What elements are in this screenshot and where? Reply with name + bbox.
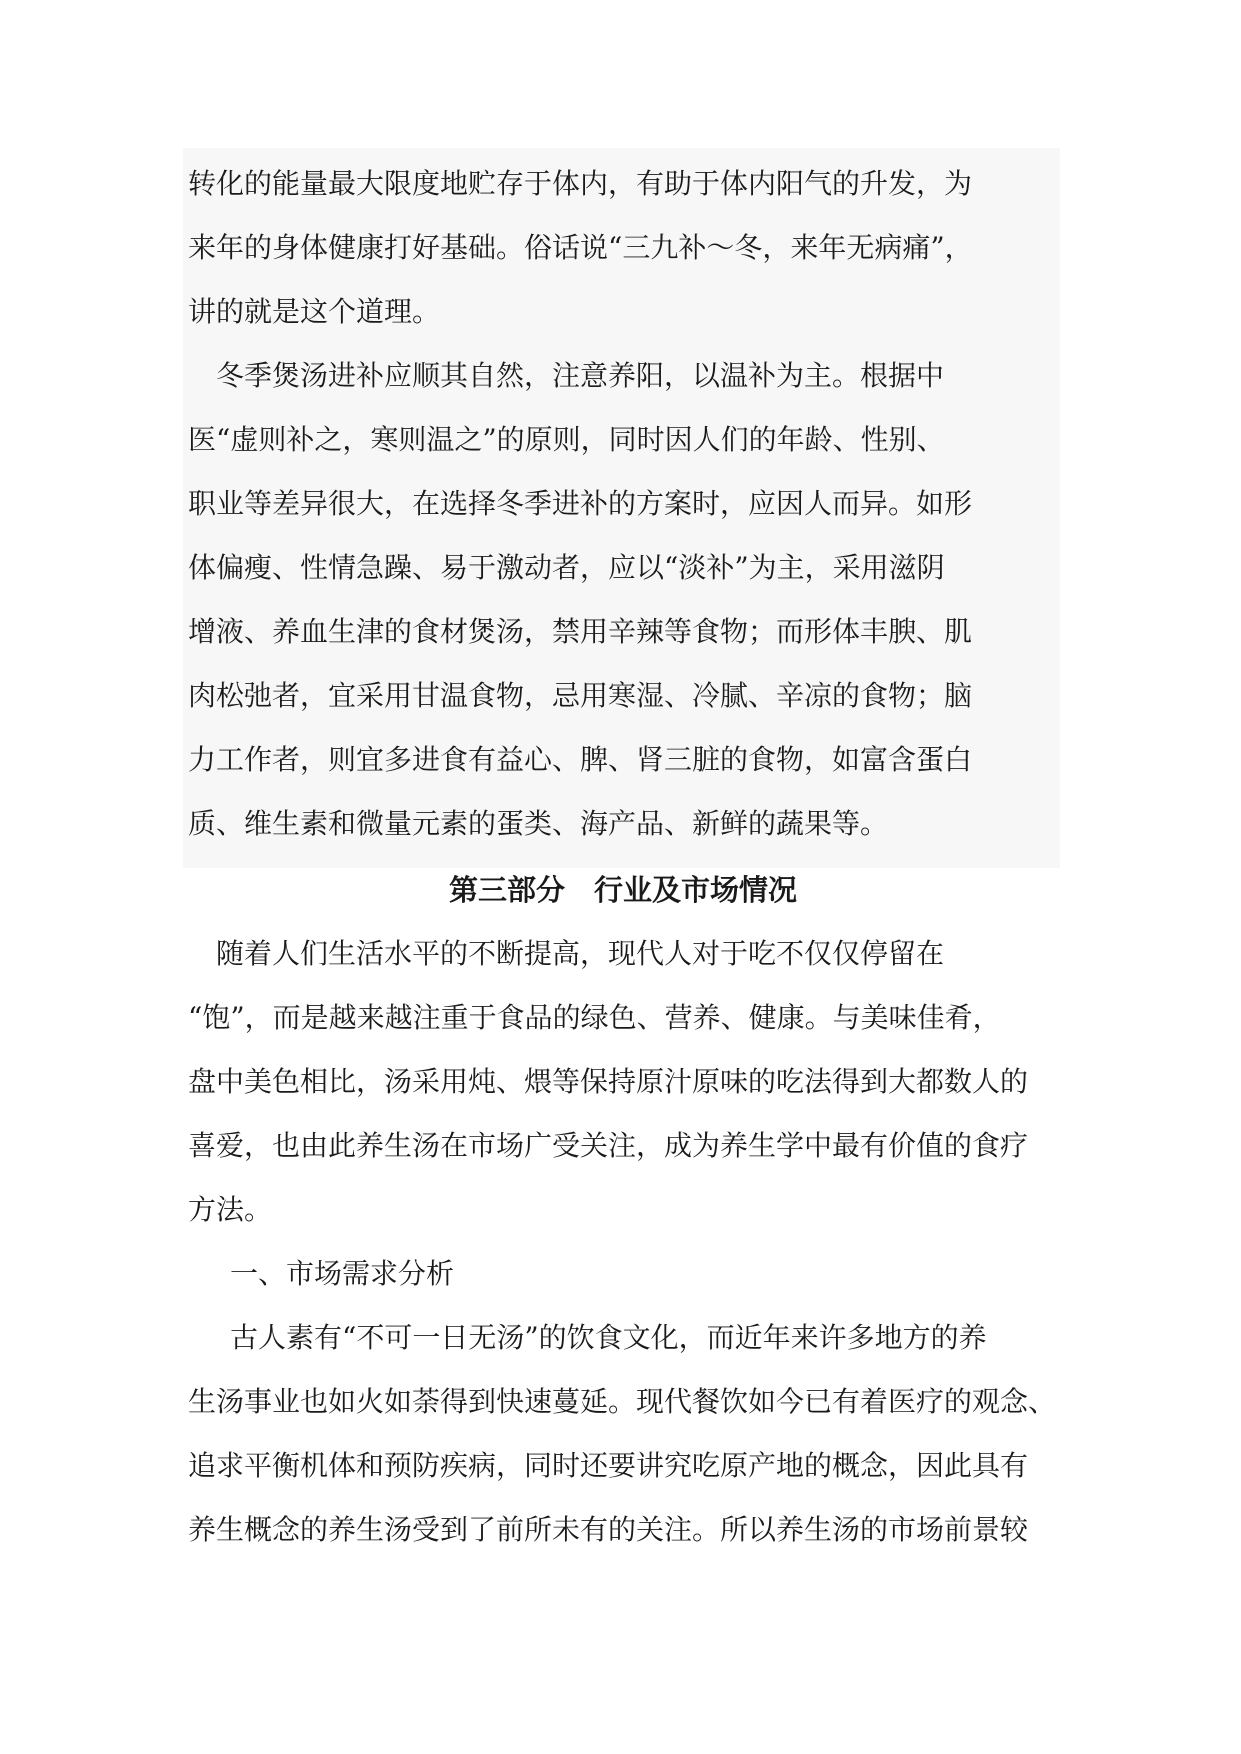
paragraph-line: 追求平衡机体和预防疾病，同时还要讲究吃原产地的概念，因此具有 (188, 1449, 1029, 1482)
section-heading: 第三部分 行业及市场情况 (448, 873, 797, 907)
paragraph-line: 喜爱，也由此养生汤在市场广受关注，成为养生学中最有价值的食疗 (188, 1129, 1029, 1162)
paragraph-line: 讲的就是这个道理。 (188, 295, 441, 328)
paragraph-line: 职业等差异很大，在选择冬季进补的方案时，应因人而异。如形 (188, 487, 973, 520)
paragraph-line: 转化的能量最大限度地贮存于体内，有助于体内阳气的升发，为 (188, 167, 973, 200)
paragraph-line: 肉松弛者，宜采用甘温食物，忌用寒湿、冷腻、辛凉的食物；脑 (188, 679, 973, 712)
paragraph-line: 体偏瘦、性情急躁、易于激动者，应以“淡补”为主，采用滋阴 (188, 551, 945, 584)
paragraph-line: 冬季煲汤进补应顺其自然，注意养阳，以温补为主。根据中 (188, 359, 945, 392)
paragraph-line: 方法。 (188, 1193, 273, 1226)
paragraph-line: 养生概念的养生汤受到了前所未有的关注。所以养生汤的市场前景较 (188, 1513, 1029, 1546)
paragraph-line: 来年的身体健康打好基础。俗话说“三九补～冬，来年无病痛”， (188, 231, 973, 264)
paragraph-line: 古人素有“不可一日无汤”的饮食文化，而近年来许多地方的养 (230, 1321, 987, 1354)
paragraph-line: “饱”，而是越来越注重于食品的绿色、营养、健康。与美味佳肴， (188, 1001, 1001, 1034)
paragraph-line: 医“虚则补之，寒则温之”的原则，同时因人们的年龄、性别、 (188, 423, 945, 456)
paragraph-line: 随着人们生活水平的不断提高，现代人对于吃不仅仅停留在 (188, 937, 945, 970)
paragraph-line: 生汤事业也如火如荼得到快速蔓延。现代餐饮如今已有着医疗的观念、 (188, 1385, 1057, 1418)
paragraph-line: 质、维生素和微量元素的蛋类、海产品、新鲜的蔬果等。 (188, 807, 889, 840)
subsection-heading: 一、市场需求分析 (230, 1257, 455, 1290)
paragraph-line: 力工作者，则宜多进食有益心、脾、肾三脏的食物，如富含蛋白 (188, 743, 973, 776)
paragraph-line: 盘中美色相比，汤采用炖、煨等保持原汁原味的吃法得到大都数人的 (188, 1065, 1029, 1098)
paragraph-line: 增液、养血生津的食材煲汤，禁用辛辣等食物；而形体丰腴、肌 (188, 615, 973, 648)
